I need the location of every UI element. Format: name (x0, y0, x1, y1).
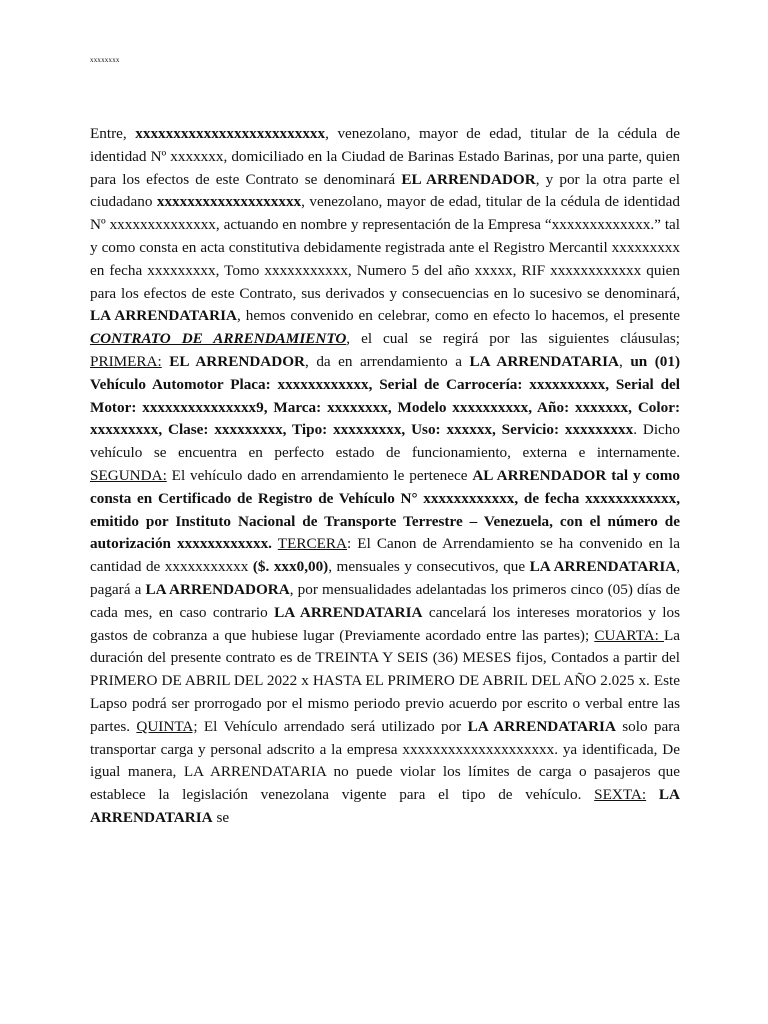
party-lessee: LA ARRENDATARIA (469, 352, 620, 370)
text-run: , el cual se regirá por las siguientes cláusulas; (346, 330, 680, 348)
clause-quinta-heading: QUINTA; (136, 717, 198, 735)
party-lessee: LA ARRENDATARIA (90, 307, 237, 325)
party-lessee: LA ARRENDATARIA (90, 786, 680, 826)
party-lessor-alt: LA ARRENDADORA (145, 580, 290, 598)
text-run: cancelará los intereses moratorios y los gastos de cobranza a que hubiese lugar (Previamente acordado entre las partes); (90, 603, 681, 644)
party-lessee: LA ARRENDATARIA (274, 603, 423, 621)
text-run: , da en arrendamiento a (305, 352, 470, 370)
clause-segunda-heading: SEGUNDA: (90, 466, 167, 484)
text-run: Entre, (90, 125, 136, 142)
lessor-name: xxxxxxxxxxxxxxxxxxxxxxxxx (135, 125, 326, 142)
text-run: La duración del presente contrato es de TREINTA Y SEIS (36) MESES fijos, Contados a partir del PRIMERO DE ABRIL DEL 2022 x HASTA EL PRIMERO DE ABRIL DEL AÑO 2.025 x. Este Lapso podrá ser prorrogado por el mismo periodo previo acuerdo por escrito o verbal entre las partes. (90, 626, 681, 735)
text-run: : El Canon de Arrendamiento se ha convenido en la cantidad de xxxxxxxxxxx (90, 535, 680, 576)
party-lessee: LA ARRENDATARIA (467, 717, 616, 735)
text-run: solo para transportar carga y personal adscrito a la empresa xxxxxxxxxxxxxxxxxxxx. ya identificada, De igual manera, LA ARRENDATARIA no puede violar los límites de carga o pasajeros que establece la legislación venezolana vigente para el tipo de vehículo. (90, 717, 681, 804)
contract-body (90, 123, 680, 830)
text-run: , (619, 352, 631, 370)
vehicle-description: un (01) Vehículo Automotor Placa: xxxxxxxxxxxx, Serial de Carrocería: xxxxxxxxxx, Serial del Motor: xxxxxxxxxxxxxxx9, Marca: xxxxxxxx, Modelo xxxxxxxxxx, Año: xxxxxxx, Color: xxxxxxxxx, Clase: xxxxxxxxx, Tipo: xxxxxxxxx, Uso: xxxxxx, Servicio: xxxxxxxxx (90, 352, 681, 439)
party-lessee: LA ARRENDATARIA (529, 558, 677, 576)
text-run: , y por la otra parte el ciudadano (90, 170, 680, 211)
text-run: El vehículo dado en arrendamiento le pertenece (166, 466, 473, 484)
text-run: El Vehículo arrendado será utilizado por (197, 717, 468, 735)
text-run (646, 786, 659, 803)
lessee-representative-name: xxxxxxxxxxxxxxxxxxx (156, 193, 302, 211)
ownership-statement: AL ARRENDADOR tal y como consta en Certificado de Registro de Vehículo N° xxxxxxxxxxxx, de fecha xxxxxxxxxxxx, emitido por Instituto Nacional de Transporte Terrestre – Venezuela, con el número de autorización xxxxxxxxxxxx. (90, 466, 680, 553)
clause-cuarta-heading: CUARTA: (594, 626, 664, 644)
party-lessor: EL ARRENDADOR (169, 352, 306, 370)
text-run: , venezolano, mayor de edad, titular de la cédula de identidad Nº xxxxxxx, domiciliado en la Ciudad de Barinas Estado Barinas, por una parte, quien para los efectos de este Contrato se denominará (90, 125, 680, 188)
rent-amount: ($. xxx0,00) (252, 558, 329, 576)
clause-sexta-heading: SEXTA: (594, 786, 647, 804)
text-run: , mensuales y consecutivos, que (328, 558, 530, 576)
text-run: . Dicho vehículo se encuentra en perfecto estado de funcionamiento, externa e internamente. (90, 421, 680, 462)
contract-title: CONTRATO DE ARRENDAMIENTO (90, 330, 347, 348)
clause-primera-heading: PRIMERA: (90, 352, 162, 370)
text-run: , pagará a (90, 558, 681, 598)
header-mark: xxxxxxxx (90, 56, 120, 64)
text-run: , venezolano, mayor de edad, titular de la cédula de identidad Nº xxxxxxxxxxxxxx, actuando en nombre y representación de la Empresa “xxxxxxxxxxxxx.” tal y como consta en acta constitutiva debidamente registrada ante el Registro Mercantil xxxxxxxxx en fecha xxxxxxxxx, Tomo xxxxxxxxxxx, Numero 5 del año xxxxx, RIF xxxxxxxxxxxx quien para los efectos de este Contrato, sus derivados y consecuencias en lo sucesivo se denominará, (90, 193, 680, 302)
text-run: se (212, 808, 230, 826)
clause-tercera-heading: TERCERA (277, 535, 347, 553)
text-run: , hemos convenido en celebrar, como en efecto lo hacemos, el presente (237, 307, 680, 325)
text-run: , por mensualidades adelantadas los primeros cinco (05) días de cada mes, en caso contrario (90, 580, 680, 621)
party-lessor: EL ARRENDADOR (401, 170, 536, 188)
